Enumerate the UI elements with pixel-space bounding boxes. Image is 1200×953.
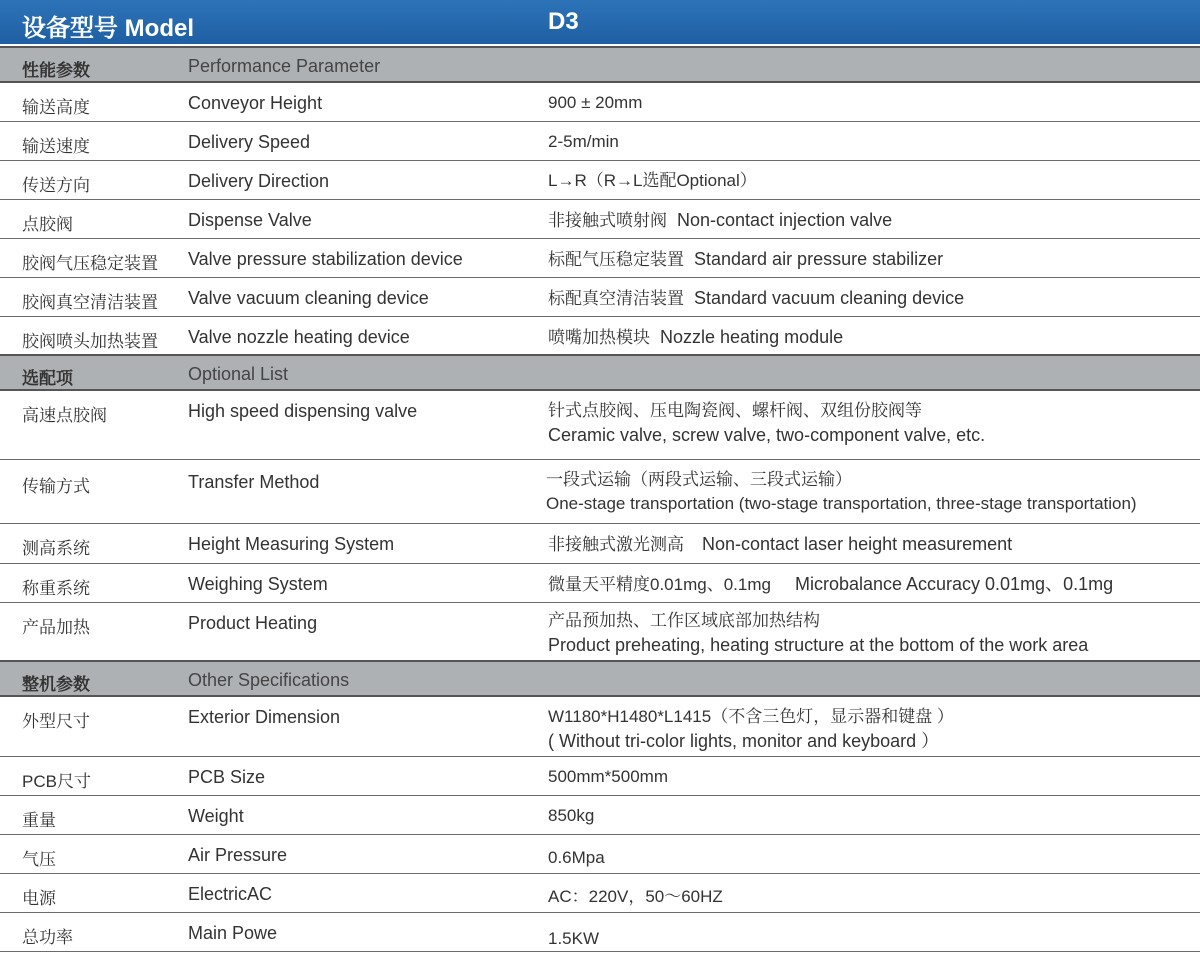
row-value-line2: Ceramic valve, screw valve, two-component valve, etc. [548, 425, 986, 445]
section-title-en: Optional List [188, 364, 289, 384]
row-label-cn: 输送高度 [22, 98, 90, 117]
row-label-cn: PCB尺寸 [22, 772, 91, 791]
row-label-cn: 气压 [22, 850, 56, 869]
table-row-dispense-valve [0, 200, 1200, 239]
row-value [548, 208, 892, 233]
row-label-cn: 外型尺寸 [22, 712, 90, 731]
section-title-cn: 选配项 [22, 369, 73, 388]
row-label-cn: 胶阀真空清洁装置 [22, 293, 158, 312]
row-label-cn: 点胶阀 [22, 215, 73, 234]
row-label-en: PCB Size [188, 767, 266, 787]
section-title-cn: 整机参数 [22, 675, 90, 694]
row-label-en: ElectricAC [188, 884, 273, 904]
table-row-delivery-direction [0, 161, 1200, 200]
row-label-en: Valve pressure stabilization device [188, 249, 463, 269]
table-row-delivery-speed [0, 122, 1200, 161]
row-value: 1.5KW [548, 929, 600, 948]
row-value [548, 609, 1088, 657]
row-label-en: Height Measuring System [188, 534, 395, 554]
row-value [548, 247, 943, 272]
section-title-en: Performance Parameter [188, 56, 381, 76]
table-row-exterior-dimension [0, 697, 1200, 757]
row-value-en: Non-contact laser height measurement [702, 534, 1013, 554]
row-label-en: Delivery Speed [188, 132, 311, 152]
row-value [548, 399, 985, 447]
row-value-line1: 产品预加热、工作区域底部加热结构 [548, 611, 820, 630]
row-label-en: Weight [188, 806, 244, 826]
row-label-cn: 总功率 [22, 928, 73, 947]
model-value: D3 [548, 8, 579, 35]
row-label-cn: 产品加热 [22, 618, 90, 637]
row-value-line1: 针式点胶阀、压电陶瓷阀、螺杆阀、双组份胶阀等 [548, 401, 922, 420]
section-title-en: Other Specifications [188, 670, 350, 690]
table-row-air-pressure [0, 835, 1200, 874]
row-value-line2: One-stage transportation (two-stage transportation, three-stage transportation) [546, 494, 1137, 513]
row-label-cn: 输送速度 [22, 137, 90, 156]
table-row-conveyor-height [0, 83, 1200, 122]
row-label-en: Delivery Direction [188, 171, 330, 191]
row-value: L→R（R→L选配Optional） [548, 171, 757, 190]
row-value [548, 705, 954, 753]
model-label: 设备型号 Model [22, 15, 194, 42]
row-value-cn: 非接触式激光测高 [548, 535, 684, 554]
row-value-line2: Product preheating, heating structure at the bottom of the work area [548, 635, 1089, 655]
row-value [546, 468, 1137, 516]
row-value: 0.6Mpa [548, 848, 605, 867]
row-value-en: Non-contact injection valve [677, 210, 893, 230]
table-row-transfer-method [0, 460, 1200, 524]
row-label-cn: 测高系统 [22, 539, 90, 558]
row-value-line1: 一段式运输（两段式运输、三段式运输） [546, 470, 852, 489]
table-row-product-heating [0, 603, 1200, 660]
section-optional [0, 354, 1200, 391]
row-value [548, 325, 843, 350]
table-row-valve-nozzle [0, 317, 1200, 354]
row-label-en: Air Pressure [188, 845, 288, 865]
table-row-electric [0, 874, 1200, 913]
row-value-cn: 非接触式喷射阀 [548, 211, 667, 230]
row-value-en: Standard air pressure stabilizer [694, 249, 944, 269]
row-label-cn: 传送方向 [22, 176, 90, 195]
section-performance [0, 46, 1200, 83]
row-label-cn: 重量 [22, 811, 56, 830]
row-value-cn: 标配真空清洁装置 [548, 289, 684, 308]
table-row-main-power [0, 913, 1200, 952]
table-row-high-speed-valve [0, 391, 1200, 460]
row-label-en: Conveyor Height [188, 93, 323, 113]
row-value-en: Microbalance Accuracy 0.01mg、0.1mg [794, 574, 1114, 594]
row-value: AC：220V，50～60HZ [548, 887, 723, 906]
row-value-en: Nozzle heating module [660, 327, 844, 347]
row-label-en: Weighing System [188, 574, 328, 594]
row-value-line2: ( Without tri-color lights, monitor and keyboard ） [548, 731, 940, 751]
table-row-valve-pressure [0, 239, 1200, 278]
row-label-cn: 胶阀气压稳定装置 [22, 254, 158, 273]
row-label-cn: 胶阀喷头加热装置 [22, 332, 158, 351]
row-value: 900 ± 20mm [548, 93, 643, 112]
row-label-en: Transfer Method [188, 472, 320, 492]
row-value-cn: 标配气压稳定装置 [548, 250, 684, 269]
row-label-cn: 传输方式 [22, 477, 90, 496]
row-label-cn: 电源 [22, 889, 56, 908]
spec-table-header [0, 0, 1200, 44]
section-other [0, 660, 1200, 697]
table-row-valve-vacuum [0, 278, 1200, 317]
table-row-weight [0, 796, 1200, 835]
row-label-en: Main Powe [188, 923, 278, 943]
table-row-pcb-size [0, 757, 1200, 796]
row-value-line1: W1180*H1480*L1415（不含三色灯，显示器和键盘 ） [548, 707, 954, 726]
row-label-en: High speed dispensing valve [188, 401, 418, 421]
table-row-height-measuring [0, 524, 1200, 564]
row-value [548, 532, 1012, 557]
row-label-cn: 高速点胶阀 [22, 406, 107, 425]
row-value-cn: 喷嘴加热模块 [548, 328, 650, 347]
row-value: 2-5m/min [548, 132, 619, 151]
row-label-cn: 称重系统 [22, 579, 90, 598]
section-title-cn: 性能参数 [22, 61, 90, 80]
row-value-cn: 微量天平精度0.01mg、0.1mg [548, 575, 771, 594]
row-label-en: Valve vacuum cleaning device [188, 288, 429, 308]
row-label-en: Product Heating [188, 613, 318, 633]
row-value [548, 572, 1113, 597]
row-label-en: Dispense Valve [188, 210, 312, 230]
row-value: 850kg [548, 806, 595, 825]
row-label-en: Valve nozzle heating device [188, 327, 410, 347]
row-value: 500mm*500mm [548, 767, 668, 786]
row-value [548, 286, 964, 311]
table-row-weighing-system [0, 564, 1200, 603]
row-value-en: Standard vacuum cleaning device [694, 288, 965, 308]
row-label-en: Exterior Dimension [188, 707, 341, 727]
